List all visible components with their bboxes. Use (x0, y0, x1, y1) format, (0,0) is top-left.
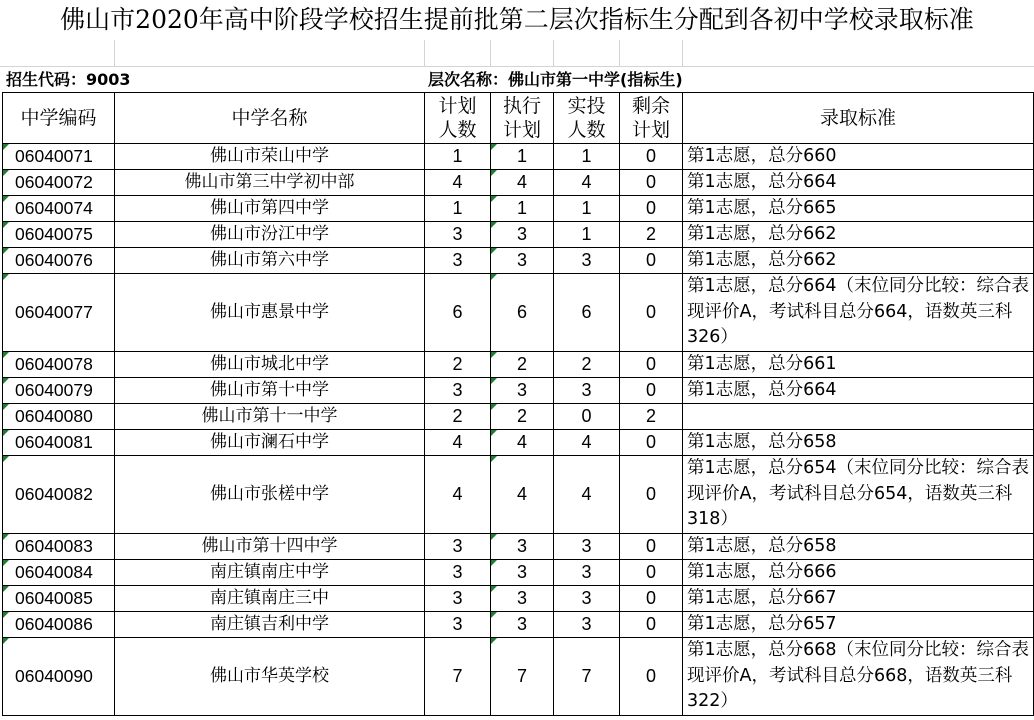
exec-plan-cell[interactable]: 3 (491, 534, 554, 560)
header-actual-line1: 实投 (567, 95, 606, 117)
table-row (3, 534, 1034, 560)
school-name-cell[interactable]: 佛山市第四中学 (115, 196, 425, 222)
table-row (3, 378, 1034, 404)
school-code-cell[interactable]: 06040086 (3, 612, 115, 638)
school-code-cell[interactable]: 06040085 (3, 586, 115, 612)
actual-count-cell[interactable]: 3 (554, 378, 620, 404)
school-code-cell[interactable]: 06040079 (3, 378, 115, 404)
plan-count-cell[interactable]: 3 (425, 560, 491, 586)
plan-count-cell[interactable]: 4 (425, 170, 491, 196)
table-row (3, 222, 1034, 248)
school-code-cell[interactable]: 06040074 (3, 196, 115, 222)
admission-standard-cell[interactable]: 第1志愿，总分666 (683, 560, 1034, 586)
school-name-cell[interactable]: 南庄镇吉利中学 (115, 612, 425, 638)
admission-standard-cell[interactable]: 第1志愿，总分665 (683, 196, 1034, 222)
remaining-plan-cell[interactable]: 0 (620, 378, 683, 404)
header-school-name[interactable]: 中学名称 (115, 93, 425, 144)
school-code-cell[interactable]: 06040084 (3, 560, 115, 586)
actual-count-cell[interactable]: 7 (554, 638, 620, 716)
school-name-cell[interactable]: 佛山市惠景中学 (115, 274, 425, 352)
table-row (3, 560, 1034, 586)
header-actual-line2: 人数 (567, 119, 606, 141)
admission-standard-cell[interactable]: 第1志愿，总分662 (683, 248, 1034, 274)
table-row (3, 638, 1034, 716)
header-remain-line1: 剩余 (631, 95, 670, 117)
table-header-row (3, 93, 1034, 144)
header-school-code[interactable]: 中学编码 (3, 93, 115, 144)
school-name-cell[interactable]: 佛山市第六中学 (115, 248, 425, 274)
header-plan-count[interactable] (425, 93, 491, 144)
header-plan-line2: 人数 (438, 119, 477, 141)
school-code-cell[interactable]: 06040076 (3, 248, 115, 274)
plan-count-cell[interactable]: 3 (425, 378, 491, 404)
remaining-plan-cell[interactable]: 0 (620, 638, 683, 716)
exec-plan-cell[interactable]: 1 (491, 144, 554, 170)
remaining-plan-cell[interactable]: 0 (620, 274, 683, 352)
exec-plan-cell[interactable]: 1 (491, 196, 554, 222)
exec-plan-cell[interactable]: 7 (491, 638, 554, 716)
admission-standard-cell[interactable]: 第1志愿，总分660 (683, 144, 1034, 170)
school-code-cell[interactable]: 06040072 (3, 170, 115, 196)
school-code-cell[interactable]: 06040090 (3, 638, 115, 716)
table-row (3, 586, 1034, 612)
remaining-plan-cell[interactable]: 0 (620, 586, 683, 612)
actual-count-cell[interactable]: 4 (554, 430, 620, 456)
table-row (3, 170, 1034, 196)
actual-count-cell[interactable]: 3 (554, 248, 620, 274)
level-name-label: 层次名称：佛山市第一中学(指标生) (428, 70, 683, 89)
table-row (3, 352, 1034, 378)
plan-count-cell[interactable]: 6 (425, 274, 491, 352)
school-name-cell[interactable]: 佛山市第十一中学 (115, 404, 425, 430)
table-row (3, 196, 1034, 222)
remaining-plan-cell[interactable]: 0 (620, 430, 683, 456)
blank-row (0, 40, 1034, 67)
school-name-cell[interactable]: 佛山市城北中学 (115, 352, 425, 378)
table-row (3, 274, 1034, 352)
admission-standard-cell[interactable]: 第1志愿，总分662 (683, 222, 1034, 248)
remaining-plan-cell[interactable]: 0 (620, 248, 683, 274)
remaining-plan-cell[interactable]: 0 (620, 170, 683, 196)
exec-plan-cell[interactable]: 3 (491, 586, 554, 612)
exec-plan-cell[interactable]: 2 (491, 352, 554, 378)
remaining-plan-cell[interactable]: 0 (620, 352, 683, 378)
admission-standard-cell[interactable]: 第1志愿，总分664 (683, 170, 1034, 196)
exec-plan-cell[interactable]: 4 (491, 456, 554, 534)
admission-standard-cell[interactable]: 第1志愿，总分658 (683, 430, 1034, 456)
exec-plan-cell[interactable]: 3 (491, 222, 554, 248)
plan-count-cell[interactable]: 4 (425, 430, 491, 456)
school-name-cell[interactable]: 佛山市华英学校 (115, 638, 425, 716)
header-admission-standard[interactable]: 录取标准 (683, 93, 1034, 144)
header-remaining-plan[interactable] (620, 93, 683, 144)
plan-count-cell[interactable]: 2 (425, 404, 491, 430)
actual-count-cell[interactable]: 4 (554, 170, 620, 196)
school-name-cell[interactable]: 佛山市第十四中学 (115, 534, 425, 560)
admission-standard-cell[interactable]: 第1志愿，总分664 (683, 378, 1034, 404)
actual-count-cell[interactable]: 6 (554, 274, 620, 352)
school-name-cell[interactable]: 佛山市第三中学初中部 (115, 170, 425, 196)
table-row (3, 456, 1034, 534)
table-body (3, 144, 1034, 716)
school-code-cell[interactable]: 06040071 (3, 144, 115, 170)
school-name-cell[interactable]: 佛山市汾江中学 (115, 222, 425, 248)
plan-count-cell[interactable]: 3 (425, 534, 491, 560)
admission-standard-cell[interactable] (683, 404, 1034, 430)
remaining-plan-cell[interactable]: 0 (620, 612, 683, 638)
plan-count-cell[interactable]: 3 (425, 612, 491, 638)
remaining-plan-cell[interactable]: 0 (620, 196, 683, 222)
table-row (3, 248, 1034, 274)
exec-plan-cell[interactable]: 3 (491, 560, 554, 586)
admission-standard-cell[interactable]: 第1志愿，总分654（末位同分比较：综合表现评价A，考试科目总分654，语数英三科318） (683, 456, 1034, 534)
sheet-title: 佛山市2020年高中阶段学校招生提前批第二层次指标生分配到各初中学校录取标准 (60, 5, 974, 34)
exec-plan-cell[interactable]: 3 (491, 248, 554, 274)
plan-count-cell[interactable]: 3 (425, 586, 491, 612)
header-exec-line1: 执行 (502, 95, 541, 117)
table-row (3, 404, 1034, 430)
plan-count-cell[interactable]: 3 (425, 222, 491, 248)
admission-standard-cell[interactable]: 第1志愿，总分661 (683, 352, 1034, 378)
actual-count-cell[interactable]: 1 (554, 196, 620, 222)
header-exec-plan[interactable] (491, 93, 554, 144)
plan-count-cell[interactable]: 1 (425, 196, 491, 222)
school-name-cell[interactable]: 佛山市荣山中学 (115, 144, 425, 170)
actual-count-cell[interactable]: 2 (554, 352, 620, 378)
exec-plan-cell[interactable]: 4 (491, 430, 554, 456)
admission-table (2, 92, 1034, 716)
school-code-cell[interactable]: 06040077 (3, 274, 115, 352)
school-code-cell[interactable]: 06040080 (3, 404, 115, 430)
remaining-plan-cell[interactable]: 0 (620, 534, 683, 560)
admission-standard-cell[interactable]: 第1志愿，总分667 (683, 586, 1034, 612)
admission-standard-cell[interactable]: 第1志愿，总分658 (683, 534, 1034, 560)
remaining-plan-cell[interactable]: 0 (620, 144, 683, 170)
header-actual-count[interactable] (554, 93, 620, 144)
remaining-plan-cell[interactable]: 0 (620, 560, 683, 586)
actual-count-cell[interactable]: 4 (554, 456, 620, 534)
remaining-plan-cell[interactable]: 0 (620, 456, 683, 534)
actual-count-cell[interactable]: 3 (554, 560, 620, 586)
actual-count-cell[interactable]: 3 (554, 586, 620, 612)
school-code-cell[interactable]: 06040082 (3, 456, 115, 534)
header-exec-line2: 计划 (502, 119, 541, 141)
school-name-cell[interactable]: 佛山市张槎中学 (115, 456, 425, 534)
plan-count-cell[interactable]: 1 (425, 144, 491, 170)
remaining-plan-cell[interactable]: 2 (620, 222, 683, 248)
admission-standard-cell[interactable]: 第1志愿，总分668（末位同分比较：综合表现评价A，考试科目总分668，语数英三科322） (683, 638, 1034, 716)
header-remain-line2: 计划 (631, 119, 670, 141)
school-name-cell[interactable]: 佛山市第十中学 (115, 378, 425, 404)
exec-plan-cell[interactable]: 3 (491, 378, 554, 404)
exec-plan-cell[interactable]: 4 (491, 170, 554, 196)
header-plan-line1: 计划 (438, 95, 477, 117)
table-row (3, 144, 1034, 170)
school-code-cell[interactable]: 06040078 (3, 352, 115, 378)
exec-plan-cell[interactable]: 6 (491, 274, 554, 352)
table-row (3, 612, 1034, 638)
actual-count-cell[interactable]: 1 (554, 144, 620, 170)
plan-count-cell[interactable]: 4 (425, 456, 491, 534)
school-name-cell[interactable]: 南庄镇南庄中学 (115, 560, 425, 586)
school-name-cell[interactable]: 佛山市澜石中学 (115, 430, 425, 456)
remaining-plan-cell[interactable]: 2 (620, 404, 683, 430)
table-row (3, 430, 1034, 456)
school-code-cell[interactable]: 06040081 (3, 430, 115, 456)
actual-count-cell[interactable]: 3 (554, 534, 620, 560)
enroll-code-label: 招生代码：9003 (6, 70, 131, 89)
plan-count-cell[interactable]: 7 (425, 638, 491, 716)
exec-plan-cell[interactable]: 3 (491, 612, 554, 638)
actual-count-cell[interactable]: 3 (554, 612, 620, 638)
school-name-cell[interactable]: 南庄镇南庄三中 (115, 586, 425, 612)
actual-count-cell[interactable]: 0 (554, 404, 620, 430)
admission-standard-cell[interactable]: 第1志愿，总分664（末位同分比较：综合表现评价A，考试科目总分664，语数英三科326） (683, 274, 1034, 352)
plan-count-cell[interactable]: 3 (425, 248, 491, 274)
school-code-cell[interactable]: 06040083 (3, 534, 115, 560)
admission-standard-cell[interactable]: 第1志愿，总分657 (683, 612, 1034, 638)
exec-plan-cell[interactable]: 2 (491, 404, 554, 430)
actual-count-cell[interactable]: 1 (554, 222, 620, 248)
school-code-cell[interactable]: 06040075 (3, 222, 115, 248)
plan-count-cell[interactable]: 2 (425, 352, 491, 378)
